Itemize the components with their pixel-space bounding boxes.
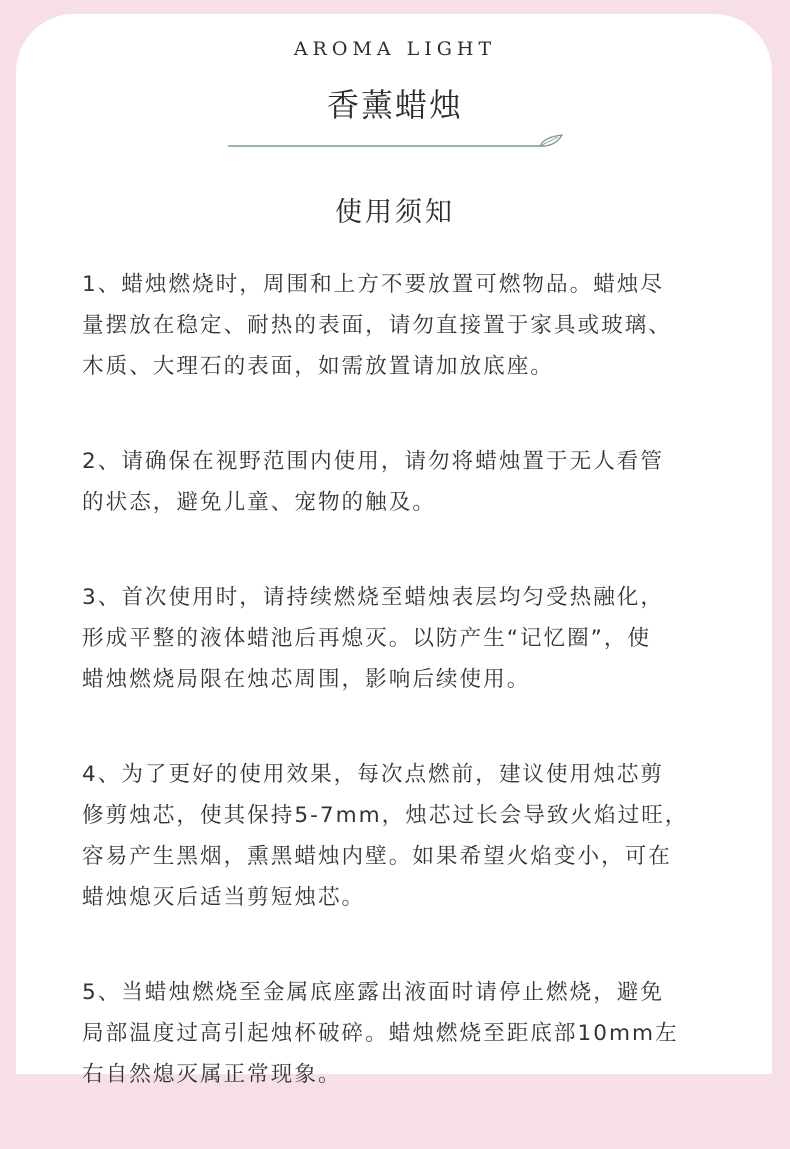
notice-item-5	[82, 972, 722, 1095]
page-title: 香薰蜡烛	[326, 86, 463, 124]
notice-line: 木质、大理石的表面，如需放置请加放底座。	[82, 354, 554, 379]
notice-line: 修剪烛芯，使其保持5-7mm，烛芯过长会导致火焰过旺，	[82, 803, 689, 828]
notice-line: 的状态，避免儿童、宠物的触及。	[82, 490, 436, 515]
notice-line: 4、为了更好的使用效果，每次点燃前，建议使用烛芯剪	[82, 762, 664, 787]
notice-line: 右自然熄灭属正常现象。	[82, 1062, 342, 1087]
notice-line: 2、请确保在视野范围内使用，请勿将蜡烛置于无人看管	[82, 449, 664, 474]
notice-line: 3、首次使用时，请持续燃烧至蜡烛表层均匀受热融化，	[82, 585, 664, 610]
notice-item-3	[82, 577, 722, 700]
section-title: 使用须知	[335, 197, 455, 228]
notice-line: 局部温度过高引起烛杯破碎。蜡烛燃烧至距底部10mm左	[82, 1021, 679, 1046]
notice-line: 形成平整的液体蜡池后再熄灭。以防产生“记忆圈”，使	[82, 626, 652, 651]
notice-item-1	[82, 264, 722, 387]
notice-list	[82, 264, 722, 1149]
leaf-divider-icon	[228, 132, 564, 152]
notice-item-4	[82, 754, 722, 918]
notice-line: 蜡烛熄灭后适当剪短烛芯。	[82, 885, 366, 910]
brand-name: AROMA LIGHT	[293, 38, 497, 60]
notice-line: 5、当蜡烛燃烧至金属底座露出液面时请停止燃烧，避免	[82, 980, 664, 1005]
notice-line: 1、蜡烛燃烧时，周围和上方不要放置可燃物品。蜡烛尽	[82, 272, 664, 297]
notice-line: 量摆放在稳定、耐热的表面，请勿直接置于家具或玻璃、	[82, 313, 672, 338]
notice-line: 蜡烛燃烧局限在烛芯周围，影响后续使用。	[82, 667, 531, 692]
notice-line: 容易产生黑烟，熏黑蜡烛内壁。如果希望火焰变小，可在	[82, 844, 672, 869]
notice-item-2	[82, 441, 722, 523]
